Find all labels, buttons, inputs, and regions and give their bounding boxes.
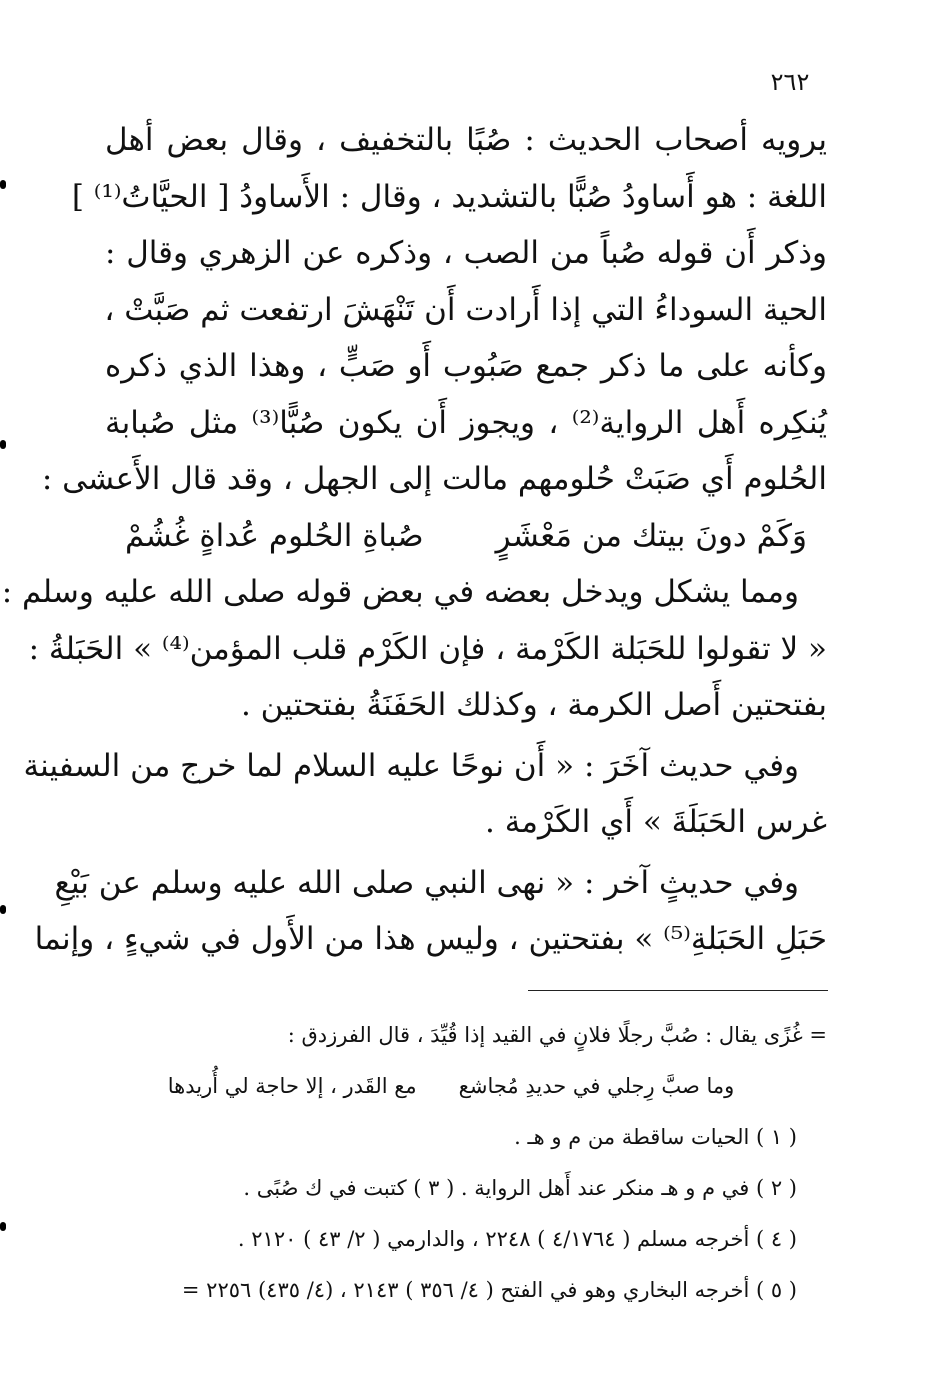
page-number: ٢٦٢ [770, 68, 810, 96]
verse-hemistich-1: وَكَمْ دونَ بيتك من مَعْشَرٍ [495, 517, 807, 554]
text-line: يُنكِره أَهل الرواية⁽²⁾ ، ويجوز أَن يكون صُبًّا⁽³⁾ مثل صُبابة [105, 404, 827, 441]
text-line: بفتحتين أَصل الكرمة ، وكذلك الحَفَنَةُ بفتحتين . [240, 687, 827, 723]
text-line: وذكر أَن قوله صُباً من الصب ، وذكره عن الزهري وقال : [105, 235, 827, 271]
footnote-divider [528, 990, 828, 991]
footnote-1: ( ١ ) الحيات ساقطة من م و هـ . [514, 1125, 797, 1149]
text-line: ومما يشكل ويدخل بعضه في بعض قوله صلى الله عليه وسلم : [1, 574, 799, 610]
footnotes [105, 1010, 827, 1316]
scan-binding-mark [0, 1222, 6, 1231]
footnote-verse-hemistich-2: مع القَدر ، إلا حاجة لي أُريدها [167, 1074, 417, 1098]
footnote-verse [105, 1061, 827, 1112]
text-line: « لا تقولوا للحَبَلة الكَرْمة ، فإن الكَرْم قلب المؤمن⁽⁴⁾ » الحَبَلةُ : [28, 630, 827, 667]
text-line: الحُلوم أَي صَبَتْ حُلومهم مالت إلى الجهل ، وقد قال الأَعشى : [41, 461, 827, 497]
text-line: وفي حديثٍ آخر : « نهى النبي صلى الله عليه وسلم عن بَيْعِ [54, 864, 799, 901]
text-line: غرس الحَبَلَةَ » أَي الكَرْمة . [485, 804, 827, 840]
text-line: يرويه أصحاب الحديث : صُبًا بالتخفيف ، وقال بعض أهل [105, 122, 827, 158]
footnote-5: ( ٥ ) أخرجه البخاري وهو في الفتح ( ٤/ ٣٥٦ ) ٢١٤٣ ، (٤/ ٤٣٥) ٢٢٥٦ = [181, 1278, 797, 1302]
footnote-continuation: = غُزًى يقال : صُبَّ رجلًا فلانٍ في القيد إذا قُيِّدَ ، قال الفرزدق : [287, 1023, 827, 1047]
text-line: وكأنه على ما ذكر جمع صَبُوب أَو صَبٍّ ، وهذا الذي ذكره [105, 348, 827, 384]
scan-binding-mark [0, 180, 6, 189]
text-line: وفي حديث آخَرَ : « أَن نوحًا عليه السلام لما خرج من السفينة [23, 747, 799, 784]
poem-verse [105, 508, 827, 565]
scan-binding-mark [0, 905, 6, 914]
footnote-2-3: ( ٢ ) في م و هـ منكر عند أَهل الرواية . ( ٣ ) كتبت في ك صُبًى . [243, 1176, 797, 1200]
text-line: اللغة : هو أَساودُ صُبًّا بالتشديد ، وقال : الأَساودُ [ الحيَّاتُ⁽¹⁾ ] [71, 178, 827, 215]
footnote-4: ( ٤ ) أخرجه مسلم ( ٤/١٧٦٤ ) ٢٢٤٨ ، والدارمي ( ٢/ ٤٣ ) ٢١٢٠ . [237, 1227, 797, 1251]
main-text [1, 112, 827, 968]
footnote-verse-hemistich-1: وما صبَّ رِجلي في حديدِ مُجاشع [458, 1074, 735, 1098]
text-line: حَبَلِ الحَبَلةِ⁽⁵⁾ » بفتحتين ، وليس هذا من الأَول في شيءٍ ، وإنما [34, 921, 827, 957]
text-line: الحية السوداءُ التي إذا أَرادت أَن تَنْهَشَ ارتفعت ثم صَبَّتْ ، [104, 291, 827, 328]
scan-binding-mark [0, 440, 6, 449]
verse-hemistich-2: صُباةِ الحُلوم عُداةٍ غُشُمْ [125, 517, 424, 554]
